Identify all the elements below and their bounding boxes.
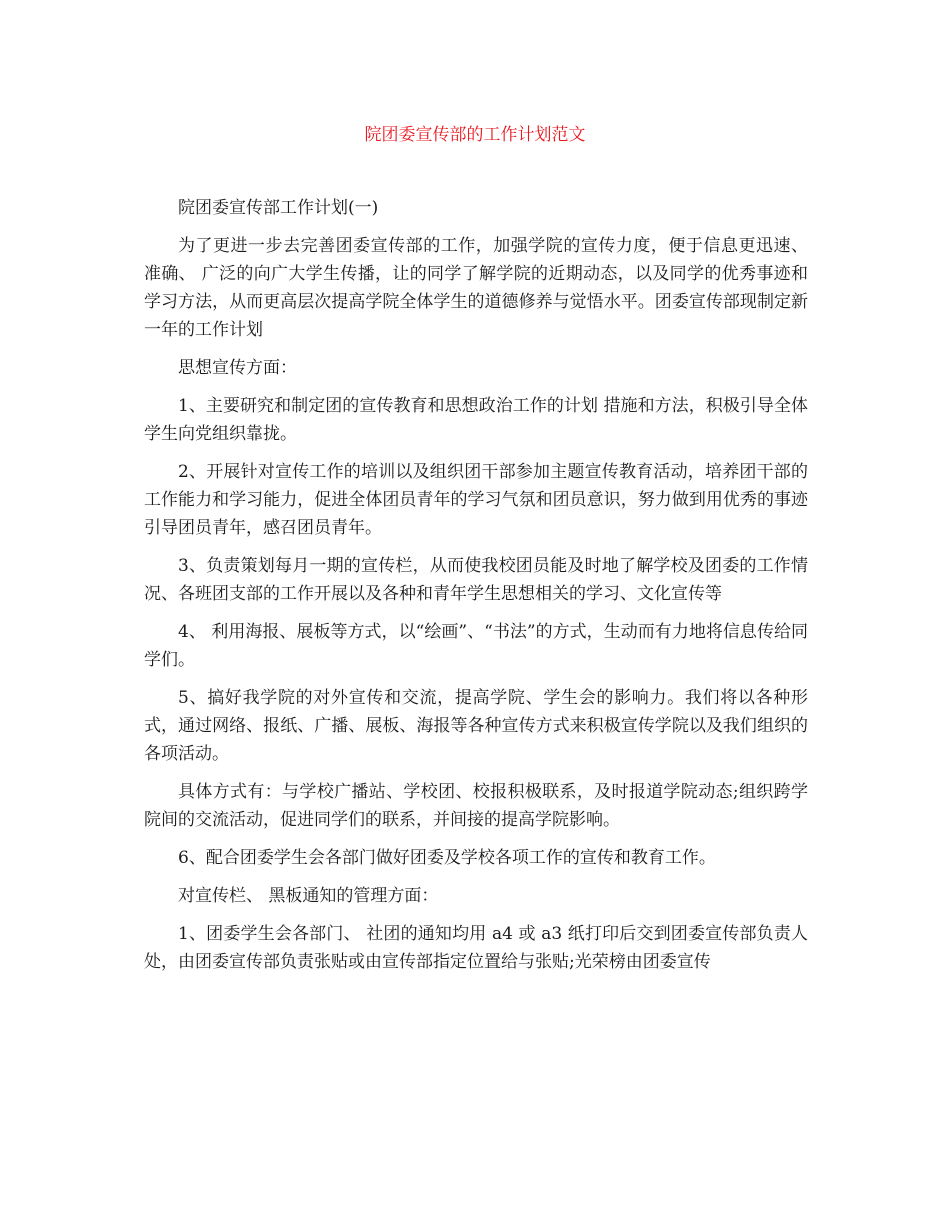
paragraph-item-1-b: 1、团委学生会各部门、 社团的通知均用 a4 或 a3 纸打印后交到团委宣传部负责人处，由团委宣传部负责张贴或由宣传部指定位置给与张贴;光荣榜由团委宣传 xyxy=(144,924,808,972)
paragraph-item-6: 6、配合团委学生会各部门做好团委及学校各项工作的宣传和教育工作。 xyxy=(178,848,716,868)
paragraph-item-4: 4、 利用海报、展板等方式，以“绘画”、“书法”的方式，生动而有力地将信息传给同学们。 xyxy=(144,622,808,670)
paragraph-intro: 为了更进一步去完善团委宣传部的工作，加强学院的宣传力度，便于信息更迅速、 准确、 广泛的向广大学生传播，让的同学了解学院的近期动态，以及同学的优秀事迹和学习方法，从而更高层次提高学院全体学生的道德修养与觉悟水平。团委宣传部现制定新一年的工作计划 xyxy=(144,236,808,340)
paragraph-section-heading-2: 对宣传栏、 黑板通知的管理方面： xyxy=(178,886,439,906)
document-title: 院团委宣传部的工作计划范文 xyxy=(364,125,586,145)
paragraph-item-2: 2、开展针对宣传工作的培训以及组织团干部参加主题宣传教育活动，培养团干部的工作能力和学习能力，促进全体团员青年的学习气氛和团员意识，努力做到用优秀的事迹引导团员青年，感召团员青年。 xyxy=(144,462,808,538)
paragraph-item-5: 5、搞好我学院的对外宣传和交流，提高学院、学生会的影响力。我们将以各种形式，通过网络、报纸、广播、展板、海报等各种宣传方式来积极宣传学院以及我们组织的各项活动。 xyxy=(144,688,808,764)
document-body xyxy=(144,194,808,986)
paragraph-section-heading: 思想宣传方面： xyxy=(178,358,297,378)
paragraph-subheading: 院团委宣传部工作计划(一) xyxy=(178,198,379,218)
paragraph-item-3: 3、负责策划每月一期的宣传栏，从而使我校团员能及时地了解学校及团委的工作情况、各班团支部的工作开展以及各种和青年学生思想相关的学习、文化宣传等 xyxy=(144,556,808,604)
paragraph-methods: 具体方式有：与学校广播站、学校团、校报积极联系，及时报道学院动态;组织跨学院间的交流活动，促进同学们的联系，并间接的提高学院影响。 xyxy=(144,782,808,830)
paragraph-item-1: 1、主要研究和制定团的宣传教育和思想政治工作的计划 措施和方法，积极引导全体学生向党组织靠拢。 xyxy=(144,396,808,444)
